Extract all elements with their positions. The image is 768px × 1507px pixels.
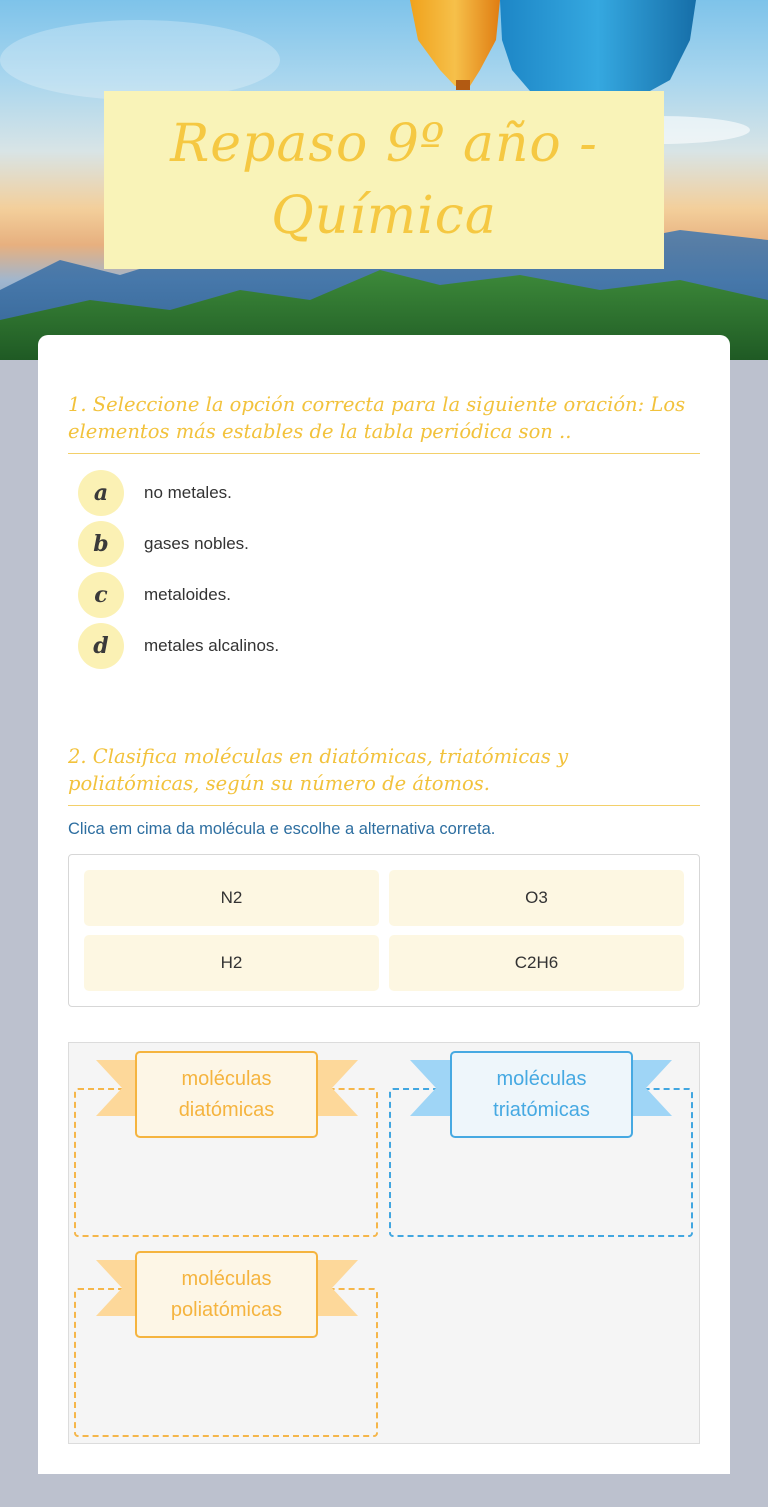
question-2-instruction: Clica em cima da molécula e escolhe a alternativa correta.: [68, 820, 496, 838]
option-c-letter: c: [78, 572, 124, 618]
molecule-tiles: [68, 854, 700, 1007]
option-d-letter: d: [78, 623, 124, 669]
option-b[interactable]: [78, 521, 249, 567]
option-a[interactable]: [78, 470, 232, 516]
quiz-card: [38, 335, 730, 1474]
option-d-text: metales alcalinos.: [144, 636, 280, 655]
category-label-poliatomicas: moléculas poliatómicas: [135, 1251, 318, 1338]
option-d[interactable]: [78, 623, 279, 669]
page-title: Repaso 9º año - Química: [170, 114, 598, 246]
molecule-tile[interactable]: H2: [84, 935, 379, 991]
category-label-diatomicas: moléculas diatómicas: [135, 1051, 318, 1138]
option-a-letter: a: [78, 470, 124, 516]
category-label-triatomicas: moléculas triatómicas: [450, 1051, 633, 1138]
molecule-tile[interactable]: C2H6: [389, 935, 684, 991]
title-banner: [104, 91, 664, 269]
option-a-text: no metales.: [144, 483, 232, 502]
option-c-text: metaloides.: [144, 585, 231, 604]
option-c[interactable]: [78, 572, 231, 618]
molecule-tile[interactable]: N2: [84, 870, 379, 926]
molecule-tile[interactable]: O3: [389, 870, 684, 926]
hero-banner: [0, 0, 768, 360]
question-2-title: 2. Clasifica moléculas en diatómicas, triatómicas y poliatómicas, según su número de átomos.: [68, 743, 700, 806]
question-1-title: 1. Seleccione la opción correcta para la siguiente oración: Los elementos más estables de la tabla periódica son ..: [68, 391, 700, 454]
option-b-text: gases nobles.: [144, 534, 249, 553]
classification-area: [68, 1042, 700, 1444]
option-b-letter: b: [78, 521, 124, 567]
